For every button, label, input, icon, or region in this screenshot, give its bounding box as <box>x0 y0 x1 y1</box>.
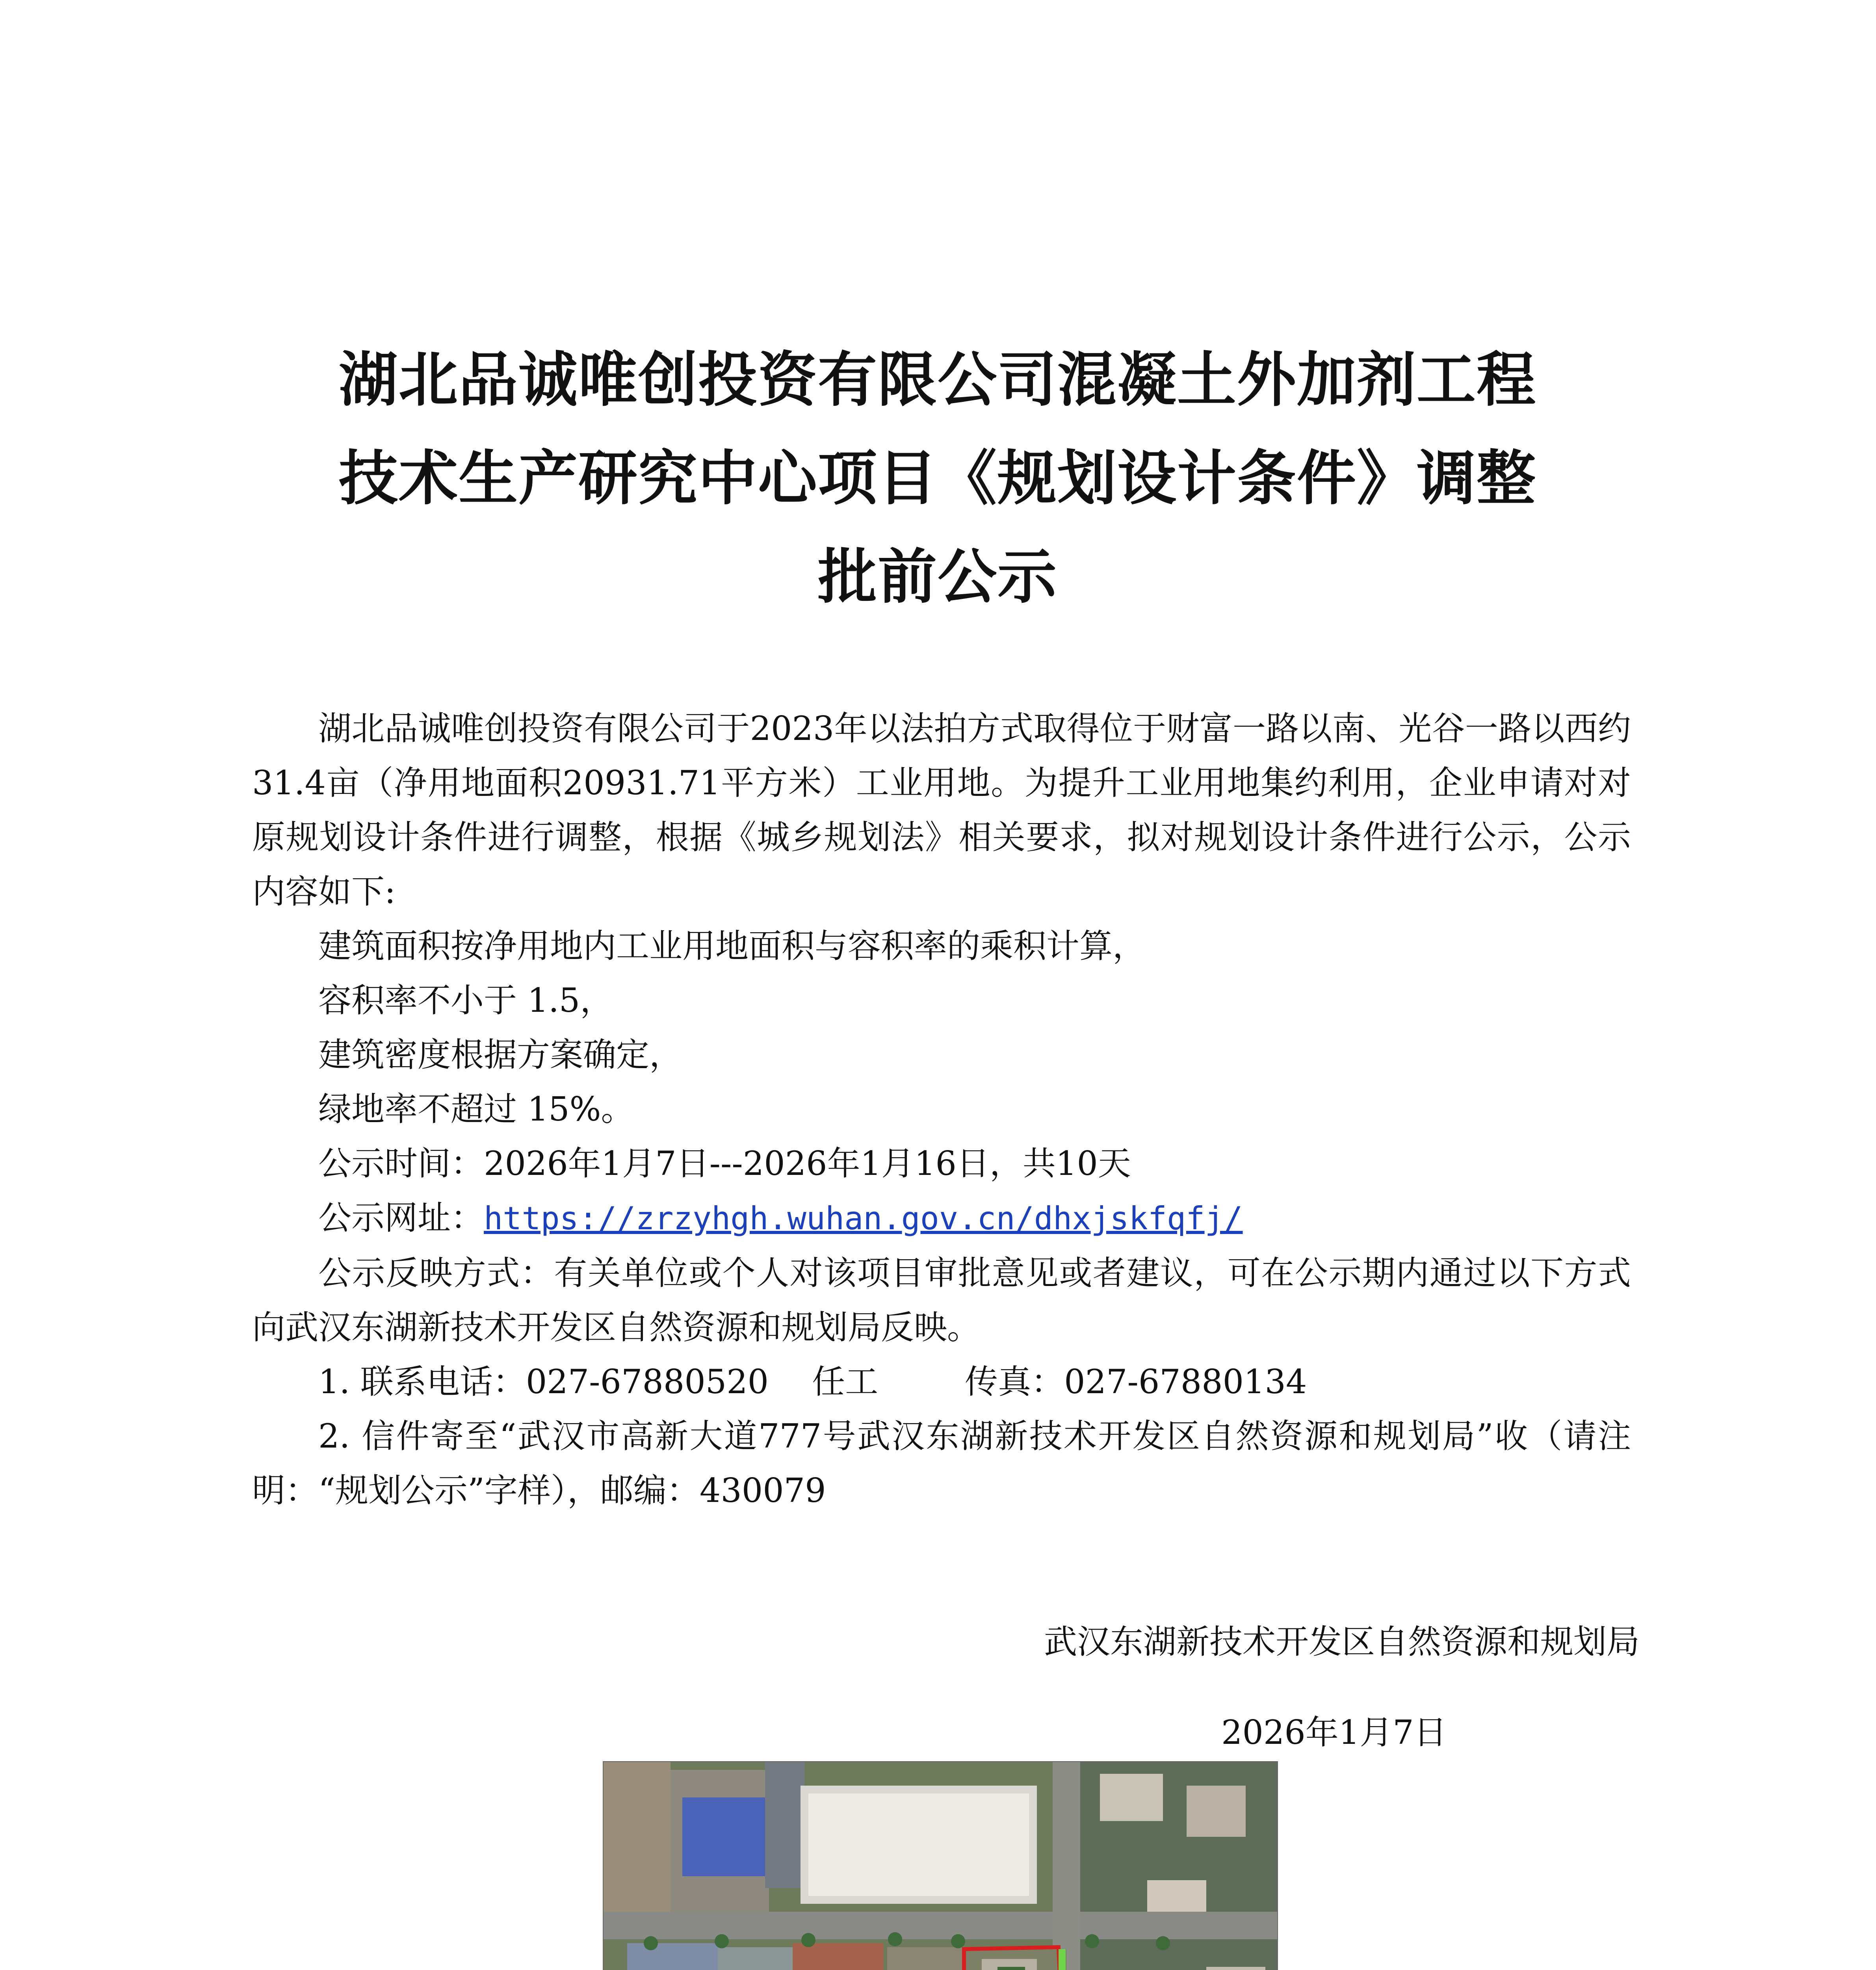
contact-line <box>252 1355 1631 1409</box>
satellite-image <box>604 1762 1277 1970</box>
title-line-1: 湖北品诚唯创投资有限公司混凝土外加剂工程 <box>338 346 1536 414</box>
intro-paragraph: 湖北品诚唯创投资有限公司于2023年以法拍方式取得位于财富一路以南、光谷一路以西约31.4亩（净用地面积20931.71平方米）工业用地。为提升工业用地集约利用，企业申请对对原规划设计条件进行调整，根据《城乡规划法》相关要求，拟对规划设计条件进行公示，公示内容如下: <box>252 709 1631 911</box>
notice-body <box>252 701 1631 1518</box>
contact-person: 任工 <box>812 1362 879 1401</box>
feedback-paragraph: 公示反映方式：有关单位或个人对该项目审批意见或者建议，可在公示期内通过以下方式向武汉东湖新技术开发区自然资源和规划局反映。 <box>252 1254 1631 1347</box>
document-title <box>221 331 1655 626</box>
issue-date: 2026年1月7日 <box>1221 1713 1447 1752</box>
contact-phone: 1. 联系电话：027-67880520 <box>318 1362 769 1401</box>
notice-period: 公示时间：2026年1月7日---2026年1月16日，共10天 <box>318 1144 1131 1183</box>
park-greenbelt <box>1059 1949 1066 1970</box>
condition-item: 容积率不小于 1.5， <box>318 981 613 1020</box>
condition-item: 绿地率不超过 15%。 <box>318 1090 634 1128</box>
condition-item: 建筑密度根据方案确定， <box>318 1035 683 1074</box>
condition-item: 建筑面积按净用地内工业用地面积与容积率的乘积计算， <box>318 927 1146 965</box>
title-line-3: 批前公示 <box>817 543 1057 611</box>
website-line <box>252 1191 1631 1246</box>
website-label: 公示网址： <box>318 1199 484 1237</box>
issuing-authority: 武汉东湖新技术开发区自然资源和规划局 <box>1044 1622 1640 1661</box>
location-map <box>603 1761 1278 1970</box>
mail-paragraph: 2. 信件寄至“武汉市高新大道777号武汉东湖新技术开发区自然资源和规划局”收（请注明：“规划公示”字样），邮编：430079 <box>252 1417 1631 1510</box>
website-link[interactable]: https://zrzyhgh.wuhan.gov.cn/dhxjskfqfj/ <box>484 1200 1243 1237</box>
contact-fax: 传真：027-67880134 <box>965 1362 1307 1401</box>
title-line-2: 技术生产研究中心项目《规划设计条件》调整 <box>338 444 1536 513</box>
